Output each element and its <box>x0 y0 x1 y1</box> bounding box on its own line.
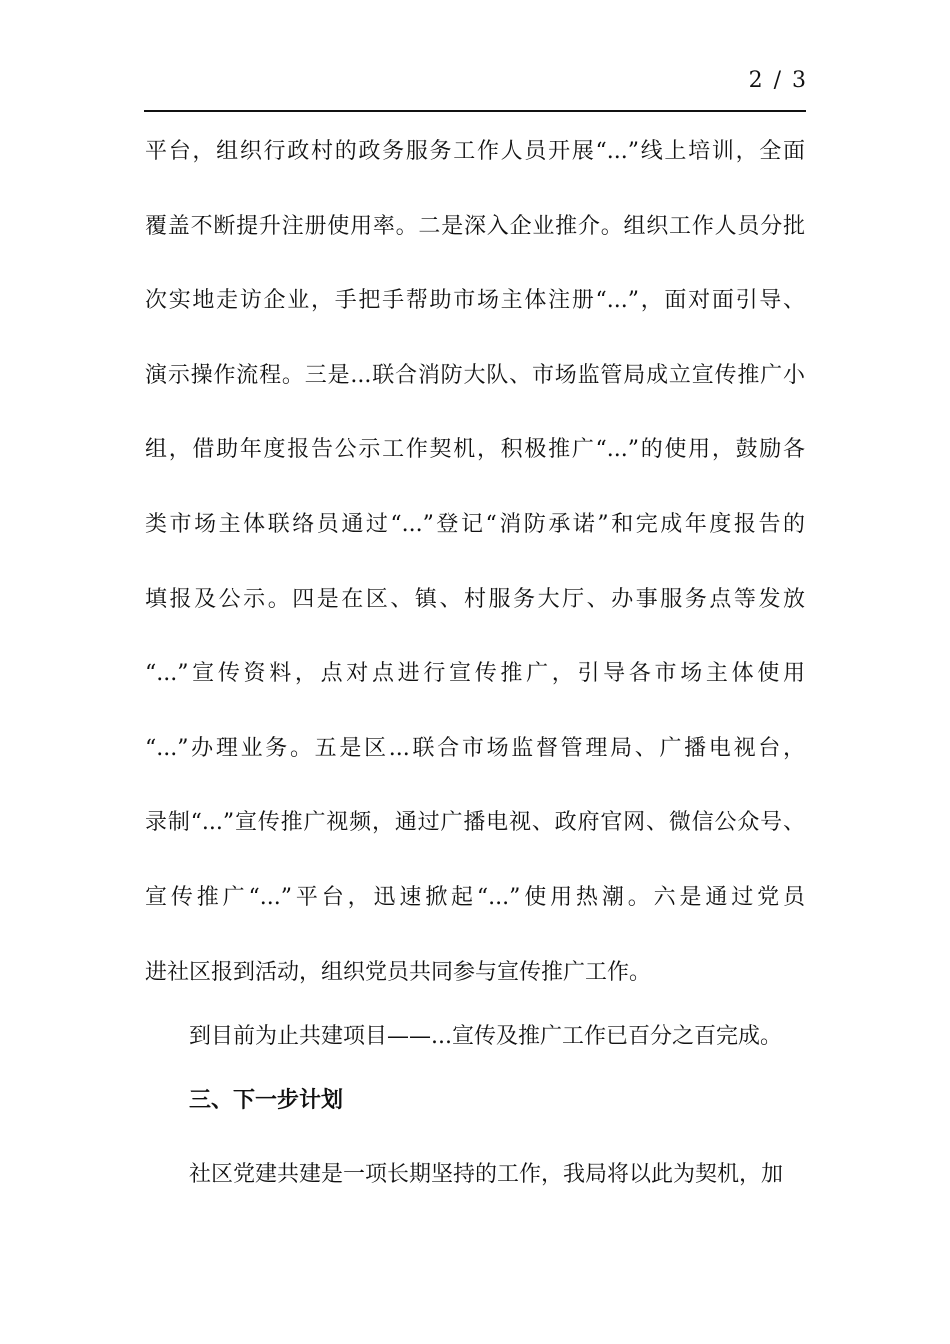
text-line: 演示操作流程。三是...联合消防大队、市场监管局成立宣传推广小 <box>145 362 805 388</box>
text-line: 平台，组织行政村的政务服务工作人员开展“...”线上培训，全面 <box>145 139 805 164</box>
text-line: 宣传推广“...”平台，迅速掀起“...”使用热潮。六是通过党员 <box>145 884 805 910</box>
text-line: “...”宣传资料，点对点进行宣传推广，引导各市场主体使用 <box>145 661 805 687</box>
page-number: 2 / 3 <box>748 68 808 93</box>
paragraph-progress: 到目前为止共建项目——...宣传及推广工作已百分之百完成。 <box>189 1023 782 1049</box>
paragraph-next-steps: 社区党建共建是一项长期坚持的工作，我局将以此为契机，加 <box>189 1161 784 1187</box>
header-rule <box>144 110 806 112</box>
text-line: 填报及公示。四是在区、镇、村服务大厅、办事服务点等发放 <box>145 586 805 612</box>
text-line: 进社区报到活动，组织党员共同参与宣传推广工作。 <box>145 959 652 985</box>
text-line: 次实地走访企业，手把手帮助市场主体注册“...”，面对面引导、 <box>145 288 805 314</box>
document-body <box>145 130 825 1227</box>
text-line: 覆盖不断提升注册使用率。二是深入企业推介。组织工作人员分批 <box>145 213 805 239</box>
text-line: 组，借助年度报告公示工作契机，积极推广“...”的使用，鼓励各 <box>145 437 805 463</box>
section-heading: 三、下一步计划 <box>189 1087 344 1113</box>
text-line: 类市场主体联络员通过“...”登记“消防承诺”和完成年度报告的 <box>145 511 805 537</box>
text-line: “...”办理业务。五是区...联合市场监督管理局、广播电视台， <box>145 735 805 761</box>
text-line: 录制“...”宣传推广视频，通过广播电视、政府官网、微信公众号、 <box>145 810 805 836</box>
paragraph <box>145 130 825 1015</box>
